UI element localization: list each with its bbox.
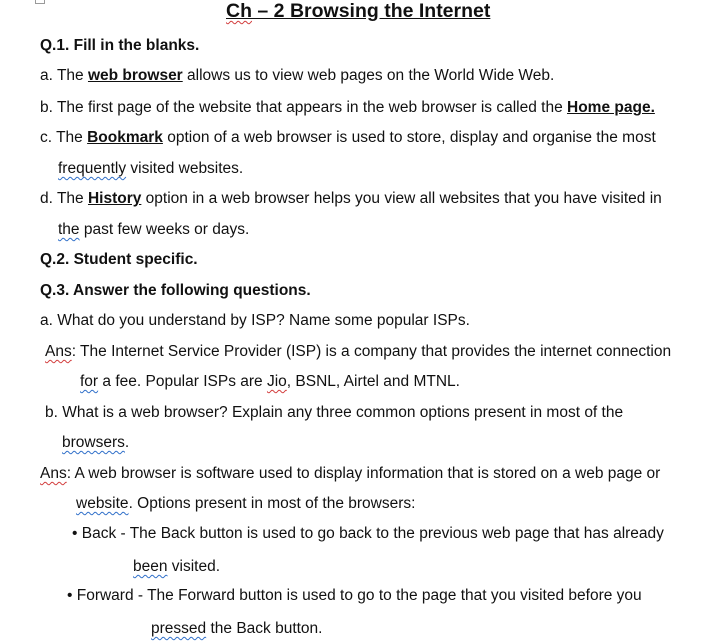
q3-a-cont-word: for	[80, 373, 99, 390]
q1-c-post: option of a web browser is used to store, display and organise the most	[162, 129, 656, 146]
q3-a-jio: Jio	[266, 373, 287, 390]
bullet-forward-cont-word: pressed	[151, 620, 207, 637]
q3-b-answer-cont	[76, 494, 415, 514]
q3-b-cont-rest: . Options present in most of the browsers:	[128, 495, 416, 512]
q1-d-answer: History	[87, 190, 142, 207]
q1-d-cont-rest: past few weeks or days.	[79, 221, 250, 238]
q3-heading: Q.3. Answer the following questions.	[40, 282, 311, 299]
bullet-item-forward-cont	[151, 619, 322, 639]
q1-item-d	[40, 189, 662, 209]
q1-item-b	[40, 98, 655, 118]
q2-heading: Q.2. Student specific.	[40, 251, 198, 268]
q1-a-pre: a. The	[40, 67, 88, 84]
bullet-item-forward	[67, 586, 642, 606]
q1-c-answer: Bookmark	[87, 129, 163, 146]
q3-a-cont-mid: a fee. Popular ISPs are	[98, 373, 267, 390]
q3-a-cont-end: , BSNL, Airtel and MTNL.	[286, 373, 460, 390]
q1-a-post: allows us to view web pages on the World Wide Web.	[182, 67, 555, 84]
q1-d-post: option in a web browser helps you view all websites that you have visited in	[141, 190, 662, 207]
q3-a-ans-text: : The Internet Service Provider (ISP) is a company that provides the internet connection	[71, 343, 672, 360]
q1-b-pre: b. The first page of the website that appears in the web browser is called the	[40, 99, 568, 116]
bullet-back-cont-word: been	[133, 558, 168, 575]
q3-b-ans-label: Ans	[40, 465, 67, 482]
q3-b-question-cont-end: .	[124, 434, 130, 451]
q1-c-cont-rest: visited websites.	[126, 160, 244, 177]
q1-item-a	[40, 66, 554, 86]
q1-b-answer: Home page.	[567, 99, 655, 116]
q3-b-question: b. What is a web browser? Explain any three common options present in most of the	[45, 404, 624, 421]
q3-b-answer	[40, 464, 660, 484]
q1-item-d-cont	[58, 220, 249, 240]
bullet-back-text: Back - The Back button is used to go back to the previous web page that has already	[81, 525, 664, 542]
q3-a-ans-label: Ans	[45, 343, 72, 360]
bullet-item-back	[72, 524, 664, 544]
bullet-icon: •	[72, 525, 82, 542]
bullet-item-back-cont	[133, 557, 220, 577]
q3-b-question-cont-word: browsers	[62, 434, 125, 451]
q1-item-c-cont	[58, 159, 243, 179]
q3-a-answer	[45, 342, 671, 362]
bullet-forward-text: Forward - The Forward button is used to go to the page that you visited before you	[76, 587, 642, 604]
q3-b-cont-word: website	[76, 495, 129, 512]
bullet-forward-cont-rest: the Back button.	[206, 620, 323, 637]
q3-b-question-cont	[62, 433, 129, 453]
q1-item-c	[40, 128, 656, 148]
q3-a-answer-cont	[80, 372, 460, 392]
q3-a-question: a. What do you understand by ISP? Name some popular ISPs.	[40, 312, 470, 329]
q1-c-pre: c. The	[40, 129, 88, 146]
q3-b-ans-text: : A web browser is software used to display information that is stored on a web page or	[66, 465, 661, 482]
q1-d-pre: d. The	[40, 190, 88, 207]
q1-d-cont-word: the	[58, 221, 80, 238]
title-ch: Ch	[226, 0, 252, 22]
page-title	[226, 1, 490, 21]
page-corner-marker	[35, 0, 45, 4]
q1-c-cont-word: frequently	[58, 160, 127, 177]
q1-heading: Q.1. Fill in the blanks.	[40, 37, 200, 54]
bullet-icon: •	[67, 587, 77, 604]
q1-a-answer: web browser	[87, 67, 183, 84]
bullet-back-cont-rest: visited.	[167, 558, 221, 575]
title-rest: – 2 Browsing the Internet	[252, 0, 491, 22]
